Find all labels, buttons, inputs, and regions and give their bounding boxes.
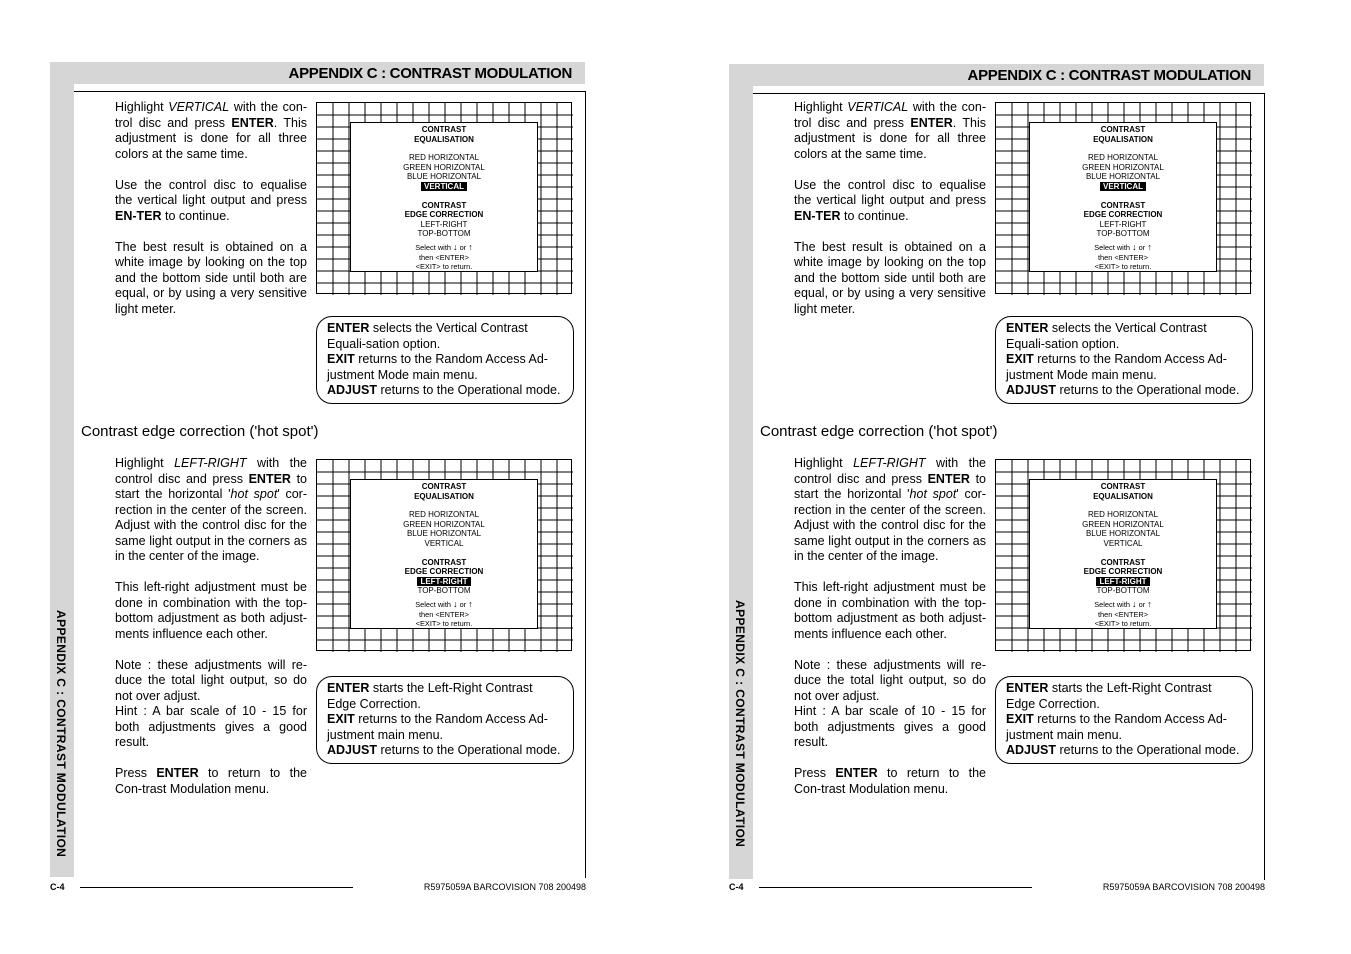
menu-hint: <EXIT> to return.: [415, 619, 473, 629]
section1-text: [794, 100, 986, 333]
menu-item-vertical[interactable]: VERTICAL: [424, 538, 464, 548]
section1-text: [115, 100, 307, 333]
menu-item-blue-horizontal[interactable]: BLUE HORIZONTAL: [406, 529, 482, 539]
menu-item-green-horizontal[interactable]: GREEN HORIZONTAL: [1082, 162, 1164, 172]
menu-subtitle: CONTRAST: [421, 557, 467, 567]
menu-item-green-horizontal[interactable]: GREEN HORIZONTAL: [403, 162, 485, 172]
info-line: ENTER selects the Vertical Contrast Equali-sation option.: [1006, 321, 1207, 351]
paragraph: Hint : A bar scale of 10 - 15 for both adjustments gives a good result.: [115, 704, 307, 749]
menu-item-blue-horizontal[interactable]: BLUE HORIZONTAL: [406, 172, 482, 182]
footer-doc-code: R5975059A BARCOVISION 708 200498: [1102, 882, 1265, 892]
menu-item-left-right[interactable]: LEFT-RIGHT: [420, 219, 468, 229]
menu-item-top-bottom[interactable]: TOP-BOTTOM: [1096, 229, 1150, 239]
paragraph: Hint : A bar scale of 10 - 15 for both adjustments gives a good result.: [794, 704, 986, 749]
menu-title: EQUALISATION: [414, 134, 474, 144]
footer-page-number: C-4: [50, 882, 65, 892]
section2-info-box: [316, 676, 574, 764]
menu-title: CONTRAST: [421, 125, 467, 134]
section2-info-box: [995, 676, 1253, 764]
paragraph: Note : these adjustments will re-duce the total light output, so do not over adjust.: [115, 657, 307, 703]
paragraph: This left-right adjustment must be done in combination with the top-bottom adjustment as both adjust-ments influence each other.: [794, 580, 986, 641]
section1-menu-screen: [316, 102, 572, 294]
paragraph: Highlight VERTICAL with the con-trol disc and press ENTER. This adjustment is done for all three colors at the same time.: [794, 100, 986, 161]
menu-item-left-right[interactable]: LEFT-RIGHT: [1099, 219, 1147, 229]
menu-item-green-horizontal[interactable]: GREEN HORIZONTAL: [403, 519, 485, 529]
paragraph: Note : these adjustments will re-duce the total light output, so do not over adjust.: [794, 657, 986, 703]
menu-item-top-bottom[interactable]: TOP-BOTTOM: [417, 229, 471, 239]
arrow-up-icon: ↑: [468, 598, 473, 609]
menu-item-vertical[interactable]: VERTICAL: [351, 182, 537, 192]
menu-hint: then <ENTER>: [418, 609, 470, 619]
info-line: ADJUST returns to the Operational mode.: [327, 383, 561, 397]
menu-panel: [350, 479, 538, 629]
section1-info-box: [316, 316, 574, 404]
menu-item-vertical[interactable]: VERTICAL: [1030, 182, 1216, 192]
info-line: EXIT returns to the Random Access Ad-justment Mode main menu.: [327, 352, 548, 382]
section2-text: [115, 456, 307, 813]
section2-menu-screen: [995, 459, 1251, 651]
arrow-up-icon: ↑: [1147, 598, 1152, 609]
section-heading: Contrast edge correction ('hot spot'): [81, 423, 319, 440]
menu-subtitle: EDGE CORRECTION: [404, 210, 484, 220]
menu-item-top-bottom[interactable]: TOP-BOTTOM: [417, 586, 471, 596]
frame-right-rule: [1264, 93, 1265, 880]
paragraph: Use the control disc to equalise the vertical light output and press EN-TER to continue.: [115, 177, 307, 223]
arrow-up-icon: ↑: [1147, 241, 1152, 252]
menu-panel: [1029, 479, 1217, 629]
paragraph: Highlight LEFT-RIGHT with the control disc and press ENTER to start the horizontal 'hot spot' cor-rection in the center of the screen. Adjust with the control disc for the same light output in the corners as in the center of the image.: [794, 456, 986, 563]
footer-page-number: C-4: [729, 882, 744, 892]
menu-hint: Select with ↓ or ↑: [415, 598, 473, 609]
menu-title: EQUALISATION: [414, 491, 474, 501]
menu-item-blue-horizontal[interactable]: BLUE HORIZONTAL: [1085, 172, 1161, 182]
menu-subtitle: CONTRAST: [421, 200, 467, 210]
info-line: ADJUST returns to the Operational mode.: [327, 743, 561, 757]
footer-rule: [80, 887, 353, 888]
arrow-up-icon: ↑: [468, 241, 473, 252]
section2-text: [794, 456, 986, 813]
menu-subtitle: CONTRAST: [1100, 200, 1146, 210]
menu-item-red-horizontal[interactable]: RED HORIZONTAL: [408, 510, 480, 520]
arrow-down-icon: ↓: [453, 241, 458, 252]
info-line: EXIT returns to the Random Access Ad-justment main menu.: [327, 712, 548, 742]
menu-hint: <EXIT> to return.: [1094, 619, 1152, 629]
menu-hint: then <ENTER>: [1097, 609, 1149, 619]
menu-item-red-horizontal[interactable]: RED HORIZONTAL: [1087, 153, 1159, 163]
info-line: ENTER starts the Left-Right Contrast Edge Correction.: [327, 681, 533, 711]
right-page: [679, 0, 1351, 954]
menu-hint: <EXIT> to return.: [1094, 262, 1152, 272]
menu-title: EQUALISATION: [1093, 491, 1153, 501]
menu-title: EQUALISATION: [1093, 134, 1153, 144]
header-band: [729, 64, 1264, 86]
frame-top-rule: [753, 93, 1265, 94]
menu-panel: [350, 122, 538, 272]
page-title: APPENDIX C : CONTRAST MODULATION: [967, 67, 1251, 84]
section-heading: Contrast edge correction ('hot spot'): [760, 423, 998, 440]
menu-title: CONTRAST: [1100, 482, 1146, 491]
menu-item-red-horizontal[interactable]: RED HORIZONTAL: [1087, 510, 1159, 520]
menu-item-left-right[interactable]: LEFT-RIGHT: [351, 577, 537, 587]
info-line: ADJUST returns to the Operational mode.: [1006, 743, 1240, 757]
paragraph: Press ENTER to return to the Con-trast Modulation menu.: [794, 766, 986, 796]
paragraph: This left-right adjustment must be done in combination with the top-bottom adjustment as both adjust-ments influence each other.: [115, 580, 307, 641]
menu-item-red-horizontal[interactable]: RED HORIZONTAL: [408, 153, 480, 163]
paragraph: Press ENTER to return to the Con-trast Modulation menu.: [115, 766, 307, 796]
menu-item-green-horizontal[interactable]: GREEN HORIZONTAL: [1082, 519, 1164, 529]
section2-menu-screen: [316, 459, 572, 651]
menu-item-top-bottom[interactable]: TOP-BOTTOM: [1096, 586, 1150, 596]
menu-title: CONTRAST: [421, 482, 467, 491]
menu-title: CONTRAST: [1100, 125, 1146, 134]
menu-subtitle: EDGE CORRECTION: [404, 567, 484, 577]
footer-doc-code: R5975059A BARCOVISION 708 200498: [423, 882, 586, 892]
info-line: ADJUST returns to the Operational mode.: [1006, 383, 1240, 397]
menu-hint: Select with ↓ or ↑: [1094, 241, 1152, 252]
info-line: ENTER selects the Vertical Contrast Equali-sation option.: [327, 321, 528, 351]
info-line: EXIT returns to the Random Access Ad-justment main menu.: [1006, 712, 1227, 742]
arrow-down-icon: ↓: [453, 598, 458, 609]
sidebar-label: APPENDIX C : CONTRAST MODULATION: [733, 600, 747, 848]
arrow-down-icon: ↓: [1132, 241, 1137, 252]
info-line: ENTER starts the Left-Right Contrast Edge Correction.: [1006, 681, 1212, 711]
menu-subtitle: EDGE CORRECTION: [1083, 567, 1163, 577]
section1-info-box: [995, 316, 1253, 404]
menu-item-left-right[interactable]: LEFT-RIGHT: [1030, 577, 1216, 587]
menu-item-vertical[interactable]: VERTICAL: [1103, 538, 1143, 548]
menu-hint: then <ENTER>: [418, 252, 470, 262]
menu-hint: Select with ↓ or ↑: [1094, 598, 1152, 609]
menu-subtitle: CONTRAST: [1100, 557, 1146, 567]
sidebar-label: APPENDIX C : CONTRAST MODULATION: [54, 610, 68, 858]
menu-panel: [1029, 122, 1217, 272]
menu-hint: Select with ↓ or ↑: [415, 241, 473, 252]
footer-rule: [759, 887, 1032, 888]
menu-item-blue-horizontal[interactable]: BLUE HORIZONTAL: [1085, 529, 1161, 539]
paragraph: Highlight VERTICAL with the con-trol disc and press ENTER. This adjustment is done for all three colors at the same time.: [115, 100, 307, 161]
page-title: APPENDIX C : CONTRAST MODULATION: [288, 65, 572, 82]
info-line: EXIT returns to the Random Access Ad-justment Mode main menu.: [1006, 352, 1227, 382]
frame-top-rule: [74, 91, 586, 92]
arrow-down-icon: ↓: [1132, 598, 1137, 609]
menu-hint: then <ENTER>: [1097, 252, 1149, 262]
menu-subtitle: EDGE CORRECTION: [1083, 210, 1163, 220]
paragraph: Highlight LEFT-RIGHT with the control disc and press ENTER to start the horizontal 'hot spot' cor-rection in the center of the screen. Adjust with the control disc for the same light output in the corners as in the center of the image.: [115, 456, 307, 563]
header-band: [50, 62, 585, 84]
paragraph: Use the control disc to equalise the vertical light output and press EN-TER to continue.: [794, 177, 986, 223]
frame-right-rule: [585, 91, 586, 878]
paragraph: The best result is obtained on a white image by looking on the top and the bottom side until both are equal, or by using a very sensitive light meter.: [794, 239, 986, 316]
paragraph: The best result is obtained on a white image by looking on the top and the bottom side until both are equal, or by using a very sensitive light meter.: [115, 239, 307, 316]
menu-hint: <EXIT> to return.: [415, 262, 473, 272]
section1-menu-screen: [995, 102, 1251, 294]
